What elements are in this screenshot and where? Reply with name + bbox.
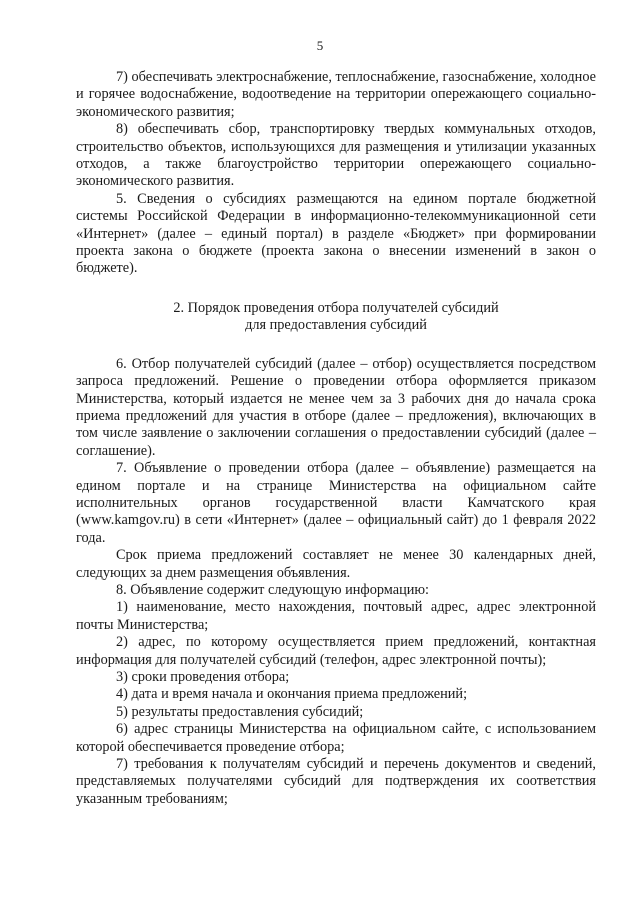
paragraph-item-7-utilities: 7) обеспечивать электроснабжение, теплоснабжение, газоснабжение, холодное и горячее водоснабжение, водоотведение на территории опережающего социально-экономического развития; bbox=[76, 69, 596, 120]
section-heading-line-2: для предоставления субсидий bbox=[245, 317, 427, 334]
list-item-2: 2) адрес, по которому осуществляется прием предложений, контактная информация для получателей субсидий (телефон, адрес электронной почты); bbox=[76, 634, 596, 668]
list-item-7: 7) требования к получателям субсидий и перечень документов и сведений, представляемых получателями субсидий для подтверждения их соответствия указанным требованиям; bbox=[76, 756, 596, 807]
list-item-3: 3) сроки проведения отбора; bbox=[116, 669, 290, 685]
section-heading bbox=[76, 300, 596, 335]
list-item-6: 6) адрес страницы Министерства на официальном сайте, с использованием которой обеспечивается проведение отбора; bbox=[76, 721, 596, 755]
section-heading-line-1: 2. Порядок проведения отбора получателей субсидий bbox=[173, 299, 499, 316]
paragraph-5-subsidy-info: 5. Сведения о субсидиях размещаются на едином портале бюджетной системы Российской Федерации в информационно-телекоммуникационной сети «Интернет» (далее – единый портал) в разделе «Бюджет» при формировании проекта закона о бюджете (проекта закона о внесении изменений в закон о бюджете). bbox=[76, 190, 596, 277]
paragraph-item-8-waste: 8) обеспечивать сбор, транспортировку твердых коммунальных отходов, строительство объектов, использующихся для размещения и утилизации указанных отходов, а также благоустройство территории опережающего социально-экономического развития. bbox=[76, 121, 596, 190]
list-item-4: 4) дата и время начала и окончания приема предложений; bbox=[116, 686, 468, 703]
page-number: 5 bbox=[316, 38, 324, 53]
list-item-1: 1) наименование, место нахождения, почтовый адрес, адрес электронной почты Министерства; bbox=[76, 599, 596, 633]
paragraph-6-selection: 6. Отбор получателей субсидий (далее – отбор) осуществляется посредством запроса предложений. Решение о проведении отбора оформляется приказом Министерства, который издается не менее чем за 3 рабочих дня до начала срока приема предложений для участия в отборе (далее – предложения), включающих в том числе заявление о заключении соглашения о предоставлении субсидий (далее – соглашение). bbox=[76, 355, 596, 459]
list-item-5: 5) результаты предоставления субсидий; bbox=[116, 703, 364, 720]
paragraph-8-announcement-contents: 8. Объявление содержит следующую информацию: bbox=[116, 581, 430, 598]
paragraph-submission-period: Срок приема предложений составляет не менее 30 календарных дней, следующих за днем размещения объявления. bbox=[76, 547, 596, 581]
document-body bbox=[76, 69, 596, 808]
paragraph-7-announcement: 7. Объявление о проведении отбора (далее – объявление) размещается на едином портале и на странице Министерства на официальном сайте исполнительных органов государственной власти Камчатского края (www.kamgov.ru) в сети «Интернет» (далее – официальный сайт) до 1 февраля 2022 года. bbox=[76, 460, 596, 546]
